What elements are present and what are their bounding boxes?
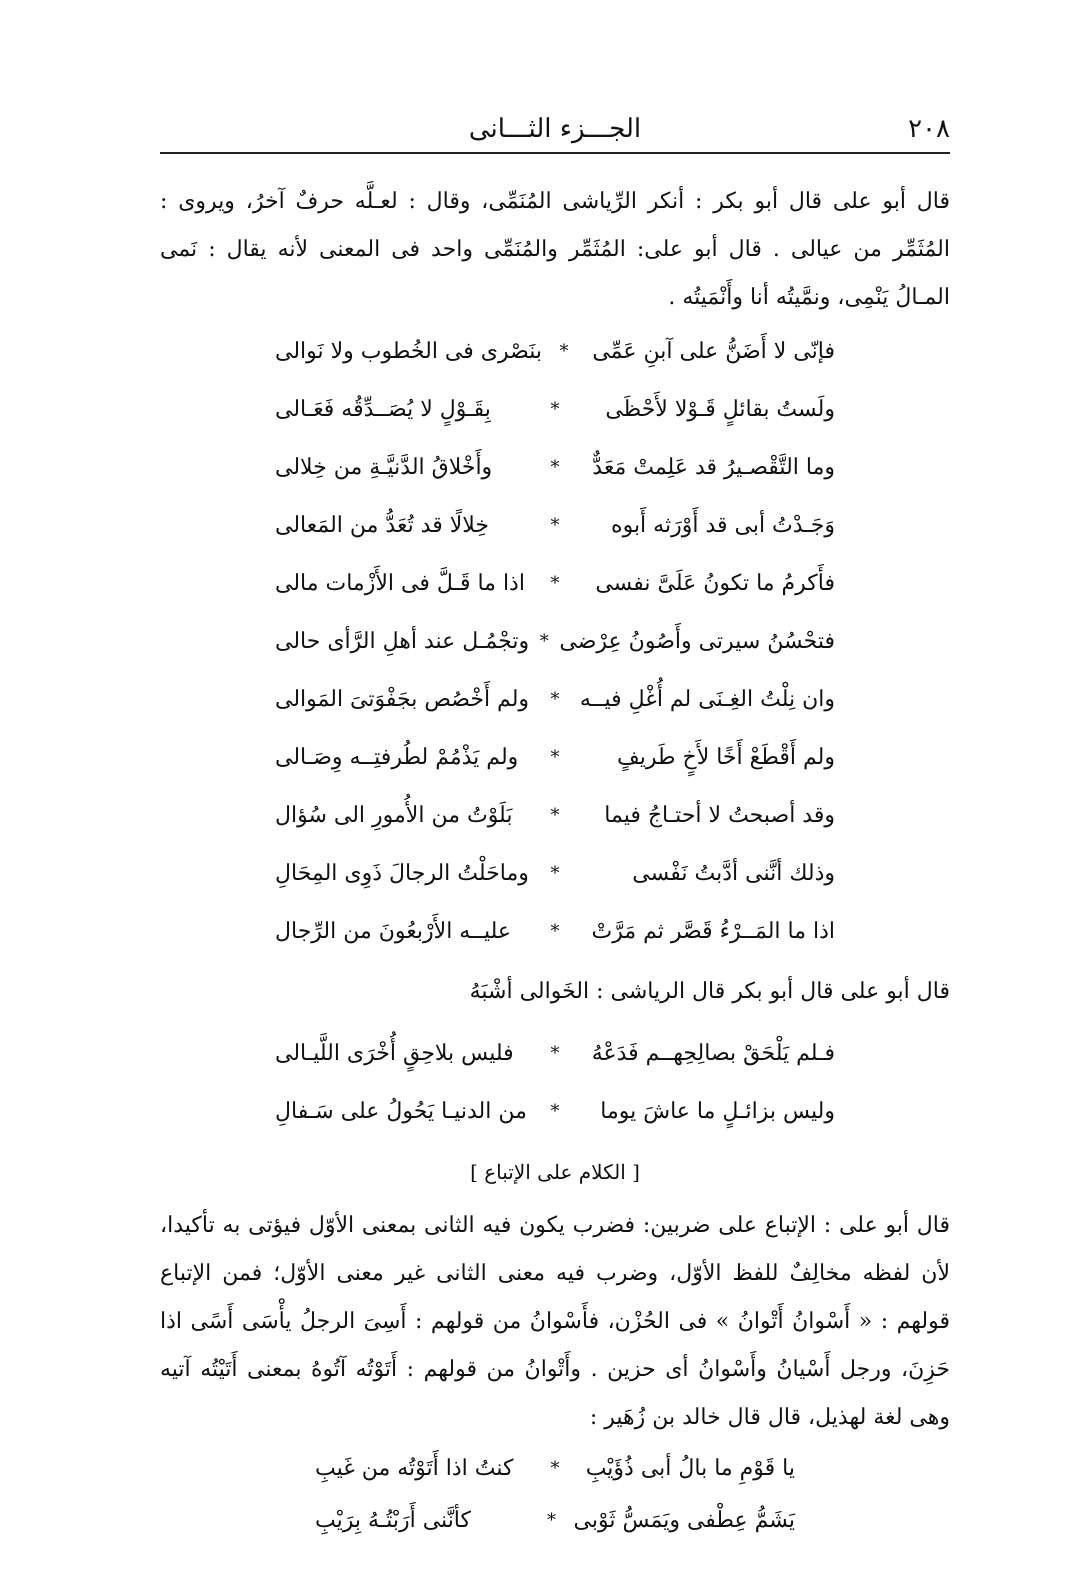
poem-2 <box>275 1024 835 1140</box>
verse-line <box>275 728 835 786</box>
page-header <box>160 108 950 158</box>
paragraph-2: قال أبو على قال أبو بكر قال الرياشى : الخَوالى أشْبَهُ <box>469 979 950 1004</box>
verse-line <box>275 670 835 728</box>
second-hemistich: بنَصْرى فى الخُطوب ولا نَوالى <box>275 338 542 364</box>
second-hemistich: وأَخْلاقُ الدَّنيَّـةِ من خِلالى <box>275 454 493 480</box>
second-hemistich: من الدنيـا يَحُولُ على سَـفالِ <box>275 1098 527 1124</box>
verse-separator: * <box>550 920 560 942</box>
second-hemistich: بِقَـوْلٍ لا يُصَــدِّقُه فَعَـالى <box>275 396 491 422</box>
paragraph-3: قال أبو على : الإتباع على ضربين: فضرب يكون فيه الثانى بمعنى الأوّل فيؤتى به تأكيدا، لأن لفظه مخالِفٌ للفظ الأوّل، وضرب فيه معنى الثانى غير معنى الأوّل؛ فمن الإتباع قولهم : « أَسْوانُ أَتْوانُ » فى الحُزْن، فأَسْوانُ من قولهم : أَسِىَ الرجلُ يأْسَى أَسًى اذا حَزِنَ، ورجل أَسْيانُ وأَسْوانُ أى حزين . وأَتْوانُ من قولهم : أَتَوْتُه آتُوهُ بمعنى أَتَيْتُه آتيه وهى لغة لهذيل، قال قال خالد بن زُهَير : <box>160 1213 950 1430</box>
second-hemistich: كأنَّنى أَرَبْتُـهُ بِرَيْبِ <box>315 1507 471 1533</box>
poem-3 <box>315 1442 795 1546</box>
verse-line <box>315 1442 795 1494</box>
verse-line <box>315 1494 795 1546</box>
verse-line <box>275 902 835 960</box>
verse-line <box>275 554 835 612</box>
first-hemistich: ولَستُ بقائلٍ قَـوْلا لأَحْظَى <box>605 396 835 422</box>
verse-line <box>275 496 835 554</box>
second-hemistich: فليس بلاحِقٍ أُخْرَى اللَّيـالى <box>275 1040 514 1066</box>
verse-separator: * <box>539 630 549 652</box>
verse-separator: * <box>550 862 560 884</box>
second-hemistich: وتجْمُـل عند أهلِ الرَّأى حالى <box>275 628 530 654</box>
verse-line <box>275 438 835 496</box>
verse-separator: * <box>550 456 560 478</box>
first-hemistich: يَشَمُّ عِطْفى ويَمَسُّ ثَوْبى <box>573 1507 795 1533</box>
first-hemistich: فأَكرمُ ما تكونُ عَلَىَّ نفسى <box>595 570 835 596</box>
first-hemistich: يا قَوْمِ ما بالُ أبى ذُؤَيْبِ <box>585 1455 795 1481</box>
verse-separator: * <box>550 398 560 420</box>
page-number: ٢٠٨ <box>908 114 950 144</box>
verse-separator: * <box>550 688 560 710</box>
verse-line <box>275 612 835 670</box>
second-hemistich: ولم أَخْصُص بجَفْوَتىَ المَوالى <box>275 686 530 712</box>
second-hemistich: خِلالًا قد تُعَدُّ من المَعالى <box>275 512 490 538</box>
verse-line <box>275 380 835 438</box>
second-hemistich: بَلَوْتُ من الأُمورِ الى سُؤال <box>275 802 513 828</box>
second-hemistich: وماحَلْتُ الرجالَ ذَوِى المِحَالِ <box>275 860 529 886</box>
header-rule <box>160 152 950 154</box>
second-hemistich: اذا ما قَـلَّ فى الأَزْمات مالى <box>275 570 525 596</box>
verse-separator: * <box>550 572 560 594</box>
first-hemistich: وَجَـدْتُ أبى قد أَوْرَثه أَبوه <box>611 512 835 538</box>
second-hemistich: عليــه الأَرْبعُونَ من الرِّجال <box>275 918 512 944</box>
verse-separator: * <box>550 746 560 768</box>
verse-line <box>275 1024 835 1082</box>
first-hemistich: فإنّى لا أَضَنُّ على آبنِ عَمِّى <box>592 338 835 364</box>
first-hemistich: وما التَّقْصـيرُ قد عَلِمتْ مَعَدٌّ <box>592 454 835 480</box>
section-heading: [ الكلام على الإتباع ] <box>470 1160 640 1184</box>
poem-1 <box>275 322 835 960</box>
first-hemistich: فتحْسُنُ سيرتى وأَصُونُ عِرْضى <box>559 628 835 654</box>
verse-separator: * <box>547 1509 557 1531</box>
verse-line <box>275 844 835 902</box>
second-hemistich: كنتُ اذا أَتَوْتُه من غَيبِ <box>315 1455 514 1481</box>
verse-line <box>275 322 835 380</box>
verse-separator: * <box>559 340 569 362</box>
verse-separator: * <box>550 514 560 536</box>
paragraph-1: قال أبو على قال أبو بكر : أنكر الرِّياشى المُنَمِّى، وقال : لعـلَّه حرفٌ آخرُ، ويروى : المُثَمِّر من عيالى . قال أبو على: المُثَمِّر والمُنَمِّى واحد فى المعنى لأنه يقال : نَمى المـالُ يَنْمِى، ونمَّيتُه أنا وأَنْمَيتُه . <box>160 189 950 310</box>
verse-separator: * <box>550 1100 560 1122</box>
first-hemistich: ولم أَقْطَعْ أَخًا لأَخٍ طَريفٍ <box>616 744 835 770</box>
verse-line <box>275 1082 835 1140</box>
running-title: الجـــزء الثـــانى <box>468 114 642 144</box>
verse-separator: * <box>550 1457 560 1479</box>
second-hemistich: ولم يَذْمُمْ لطُرفتِــه وِصَـالى <box>275 744 519 770</box>
first-hemistich: وذلك أنَّنى أدَّبتُ نَفْسى <box>632 860 835 886</box>
first-hemistich: وليس بزائـلٍ ما عاشَ يوما <box>600 1098 835 1124</box>
first-hemistich: اذا ما المَــرْءُ قَصَّر ثم مَرَّتْ <box>591 918 835 944</box>
first-hemistich: فـلم يَلْحَقْ بصالِحِهــم فَدَعْهُ <box>591 1040 835 1066</box>
verse-line <box>275 786 835 844</box>
first-hemistich: وان نِلْتُ الغِـنَى لم أُغْلِ فيــه <box>579 686 835 712</box>
verse-separator: * <box>550 804 560 826</box>
verse-separator: * <box>550 1042 560 1064</box>
page-content <box>160 178 950 1546</box>
first-hemistich: وقد أصبحتُ لا أحتـاجُ فيما <box>604 802 835 828</box>
